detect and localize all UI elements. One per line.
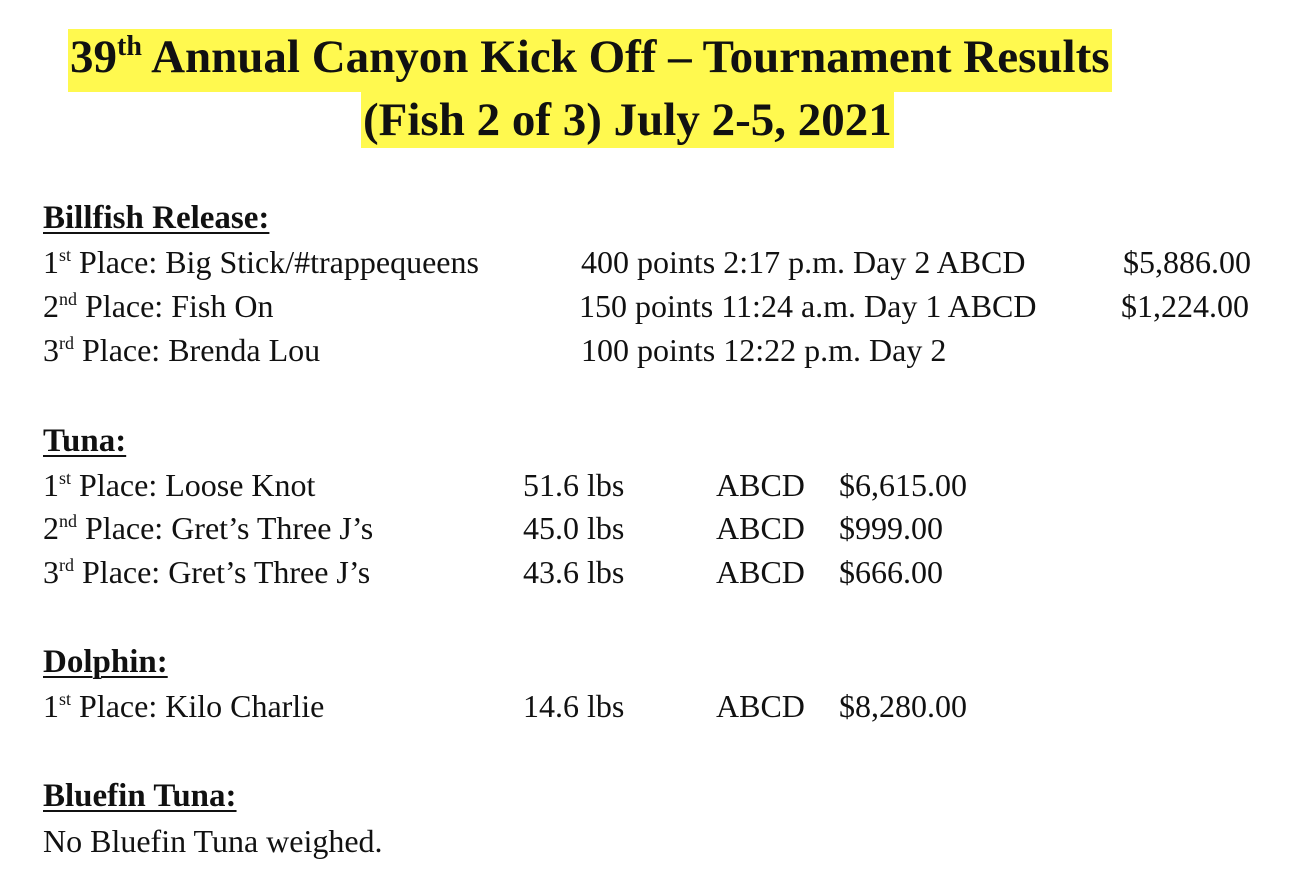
- prize-amount: $8,280.00: [839, 688, 967, 724]
- weight: 45.0 lbs: [523, 510, 625, 546]
- place-label: 1st Place: Loose Knot: [43, 467, 316, 503]
- prize-amount: $1,224.00: [1121, 288, 1249, 324]
- tuna-row-2: [43, 508, 1293, 548]
- section-heading-dolphin: Dolphin:: [43, 644, 168, 680]
- billfish-row-1: [43, 242, 1293, 282]
- title-text: Annual Canyon Kick Off – Tournament Results: [141, 31, 1110, 83]
- tuna-row-1: [43, 465, 1293, 505]
- bluefin-note: No Bluefin Tuna weighed.: [43, 823, 383, 859]
- levels: ABCD: [716, 510, 805, 546]
- billfish-details: 100 points 12:22 p.m. Day 2: [581, 332, 947, 368]
- billfish-row-3: [43, 330, 1293, 370]
- section-heading-bluefin: Bluefin Tuna:: [43, 778, 237, 814]
- place-label: 1st Place: Big Stick/#trappequeens: [43, 244, 479, 280]
- page-title-line-1: [68, 29, 1112, 92]
- prize-amount: $5,886.00: [1123, 244, 1251, 280]
- prize-amount: $6,615.00: [839, 467, 967, 503]
- weight: 51.6 lbs: [523, 467, 625, 503]
- prize-amount: $666.00: [839, 554, 943, 590]
- place-label: 2nd Place: Gret’s Three J’s: [43, 510, 374, 546]
- levels: ABCD: [716, 688, 805, 724]
- billfish-details: 400 points 2:17 p.m. Day 2 ABCD: [581, 244, 1026, 280]
- place-label: 2nd Place: Fish On: [43, 288, 274, 324]
- billfish-row-2: [43, 286, 1293, 326]
- dolphin-row-1: [43, 686, 1293, 726]
- weight: 14.6 lbs: [523, 688, 625, 724]
- levels: ABCD: [716, 467, 805, 503]
- section-heading-billfish: Billfish Release:: [43, 200, 270, 236]
- title-number: 39: [70, 31, 117, 83]
- place-label: 1st Place: Kilo Charlie: [43, 688, 325, 724]
- billfish-details: 150 points 11:24 a.m. Day 1 ABCD: [579, 288, 1037, 324]
- title-ordinal-suffix: th: [117, 31, 142, 62]
- levels: ABCD: [716, 554, 805, 590]
- tuna-row-3: [43, 552, 1293, 592]
- section-heading-tuna: Tuna:: [43, 423, 127, 459]
- weight: 43.6 lbs: [523, 554, 625, 590]
- place-label: 3rd Place: Gret’s Three J’s: [43, 554, 371, 590]
- prize-amount: $999.00: [839, 510, 943, 546]
- place-label: 3rd Place: Brenda Lou: [43, 332, 321, 368]
- page-title-line-2: (Fish 2 of 3) July 2-5, 2021: [363, 94, 892, 146]
